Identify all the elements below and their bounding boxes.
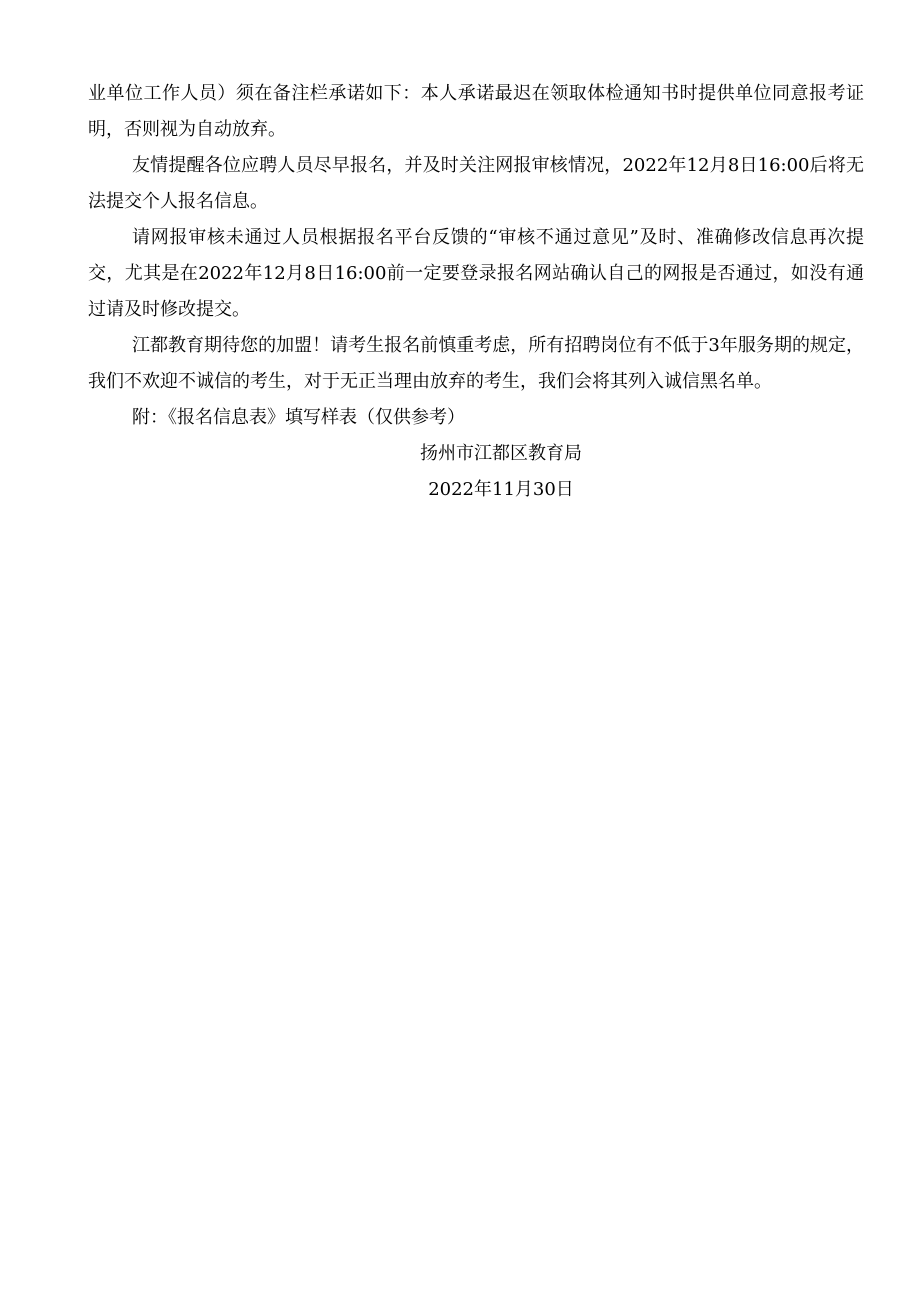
signature-date: 2022年11月30日	[428, 479, 574, 500]
paragraph-welcome: 江都教育期待您的加盟！请考生报名前慎重考虑，所有招聘岗位有不低于3年服务期的规定，我们不欢迎不诚信的考生，对于无正当理由放弃的考生，我们会将其列入诚信黑名单。	[88, 335, 864, 392]
paragraph-resubmit: 请网报审核未通过人员根据报名平台反馈的“审核不通过意见”及时、准确修改信息再次提交，尤其是在2022年12月8日16:00前一定要登录报名网站确认自己的网报是否通过，如没有通过请及时修改提交。	[88, 227, 864, 320]
paragraph-attachment: 附：《报名信息表》填写样表（仅供参考）	[132, 407, 465, 428]
document-page	[88, 76, 864, 508]
paragraph-reminder: 友情提醒各位应聘人员尽早报名，并及时关注网报审核情况，2022年12月8日16:00后将无法提交个人报名信息。	[88, 155, 864, 212]
paragraph-commitment: 业单位工作人员）须在备注栏承诺如下：本人承诺最迟在领取体检通知书时提供单位同意报考证明，否则视为自动放弃。	[88, 83, 864, 140]
signature-organization: 扬州市江都区教育局	[420, 443, 582, 464]
